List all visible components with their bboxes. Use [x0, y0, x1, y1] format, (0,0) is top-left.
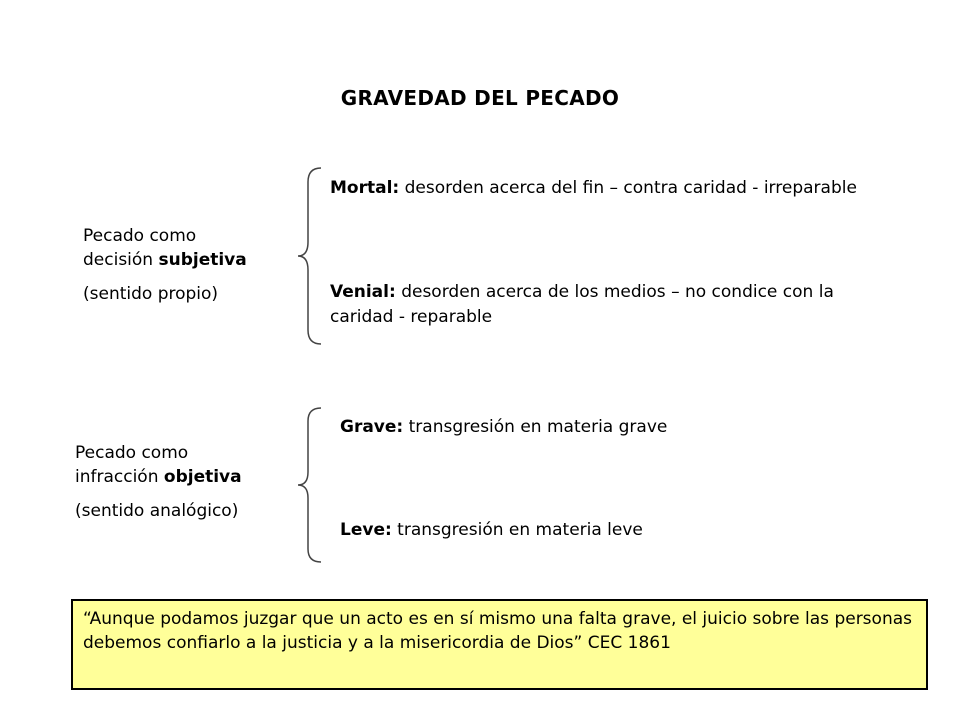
- group1-label: [83, 224, 303, 306]
- venial-text: desorden acerca de los medios – no condice con la caridad - reparable: [330, 282, 834, 327]
- group1-label-bold: subjetiva: [158, 250, 247, 270]
- venial-term: Venial:: [330, 282, 396, 302]
- group1-label-note: (sentido propio): [83, 284, 219, 304]
- leve-term: Leve:: [340, 520, 392, 540]
- group1-label-prefix: decisión: [83, 250, 159, 270]
- mortal-text: desorden acerca del fin – contra caridad - irreparable: [399, 178, 857, 198]
- grave-term: Grave:: [340, 417, 404, 437]
- quote-text: “Aunque podamos juzgar que un acto es en sí mismo una falta grave, el juicio sobre las personas debemos confiarlo a la justicia y a la misericordia de Dios” CEC 1861: [83, 609, 912, 653]
- group2-item-grave: [340, 415, 900, 440]
- group2-label-line1: Pecado como: [75, 443, 189, 463]
- quote-box: [71, 599, 928, 690]
- group1-brace: [296, 166, 326, 346]
- group1-label-line1: Pecado como: [83, 226, 197, 246]
- grave-text: transgresión en materia grave: [403, 417, 668, 437]
- group2-label-prefix: infracción: [75, 467, 164, 487]
- group1-item-mortal: [330, 176, 890, 201]
- group2-item-leve: [340, 518, 900, 543]
- group2-brace: [296, 406, 326, 564]
- group2-label-note: (sentido analógico): [75, 501, 239, 521]
- group1-item-venial: [330, 280, 850, 330]
- group2-label: [75, 441, 305, 523]
- leve-text: transgresión en materia leve: [391, 520, 643, 540]
- mortal-term: Mortal:: [330, 178, 400, 198]
- group2-label-bold: objetiva: [163, 467, 242, 487]
- page-title: GRAVEDAD DEL PECADO: [340, 86, 620, 110]
